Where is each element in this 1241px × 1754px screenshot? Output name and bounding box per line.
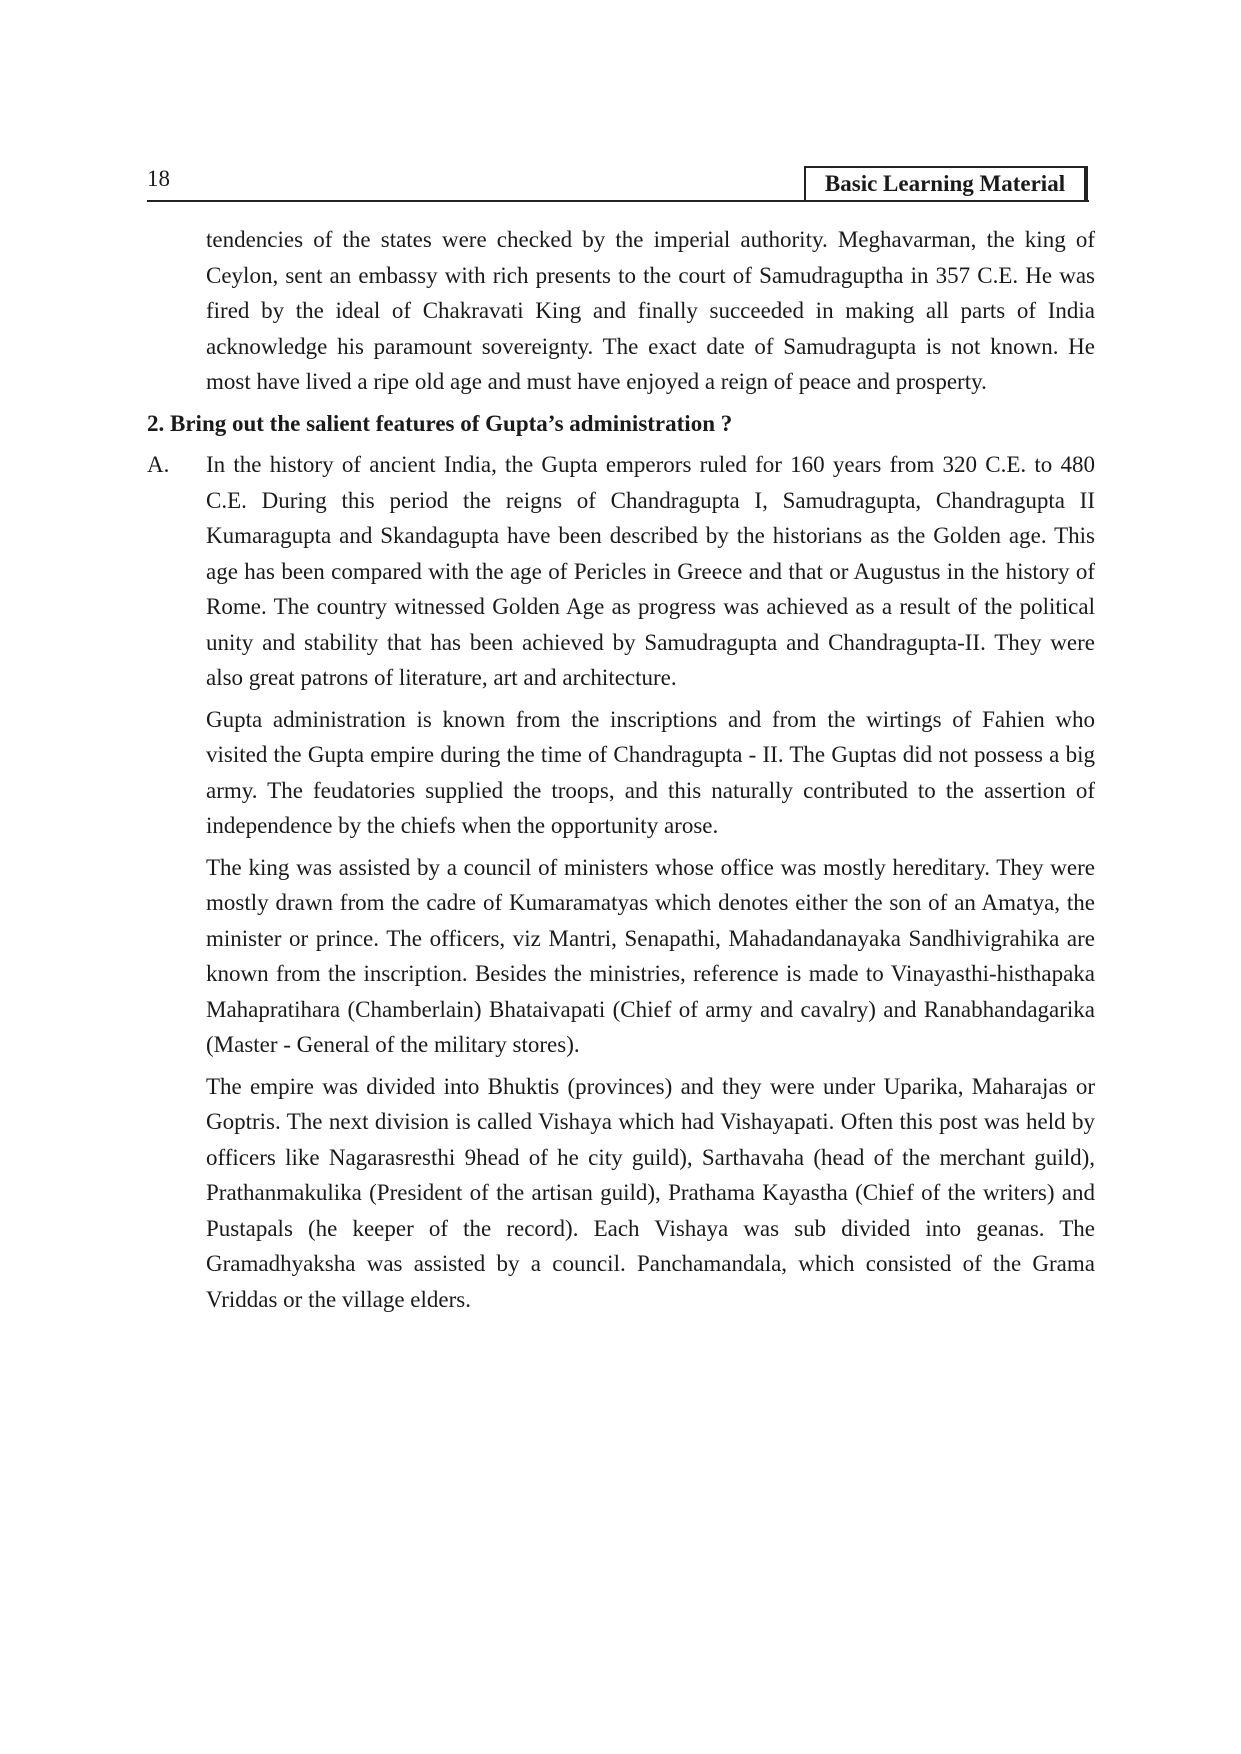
answer-paragraph: Gupta administration is known from the inscriptions and from the wirtings of Fahien who visited the Gupta empire during the time of Chandragupta - II. The Guptas did not possess a big army. The feudatories supplied the troops, and this naturally contributed to the assertion of independence by the chiefs when the opportunity arose.	[206, 706, 1095, 838]
continuation-paragraph: tendencies of the states were checked by the imperial authority. Meghavarman, the king of Ceylon, sent an embassy with rich presents to the court of Samudraguptha in 357 C.E. He was fired by the ideal of Chakravati King and finally succeeded in making all parts of India acknowledge his paramount sovereignty. The exact date of Samudragupta is not known. He most have lived a ripe old age and must have enjoyed a reign of peace and prosperty.	[206, 227, 1095, 394]
answer-paragraph: The empire was divided into Bhuktis (provinces) and they were under Uparika, Maharajas or Goptris. The next division is called Vishaya which had Vishayapati. Often this post was held by officers like Nagarasresthi 9head of he city guild), Sarthavaha (head of the merchant guild), Prathanmakulika (President of the artisan guild), Prathama Kayastha (Chief of the writers) and Pustapals (he keeper of the record). Each Vishaya was sub divided into geanas. The Gramadhyaksha was assisted by a council. Panchamandala, which consisted of the Grama Vriddas or the village elders.	[206, 1073, 1095, 1312]
page-number: 18	[147, 166, 170, 191]
answer-paragraph: The king was assisted by a council of ministers whose office was mostly hereditary. They were mostly drawn from the cadre of Kumaramatyas which denotes either the son of an Amatya, the minister or prince. The officers, viz Mantri, Senapathi, Mahadandanayaka Sandhivigrahika are known from the inscription. Besides the ministries, reference is made to Vinayasthi-histhapaka Mahapratihara (Chamberlain) Bhataivapati (Chief of army and cavalry) and Ranabhandagarika (Master - General of the military stores).	[206, 854, 1095, 1057]
running-header-title: Basic Learning Material	[804, 166, 1086, 200]
answer-first-paragraph: In the history of ancient India, the Gupta emperors ruled for 160 years from 320 C.E. to 480 C.E. During this period the reigns of Chandragupta I, Samudragupta, Chandragupta II Kumaragupta and Skandagupta have been described by the historians as the Golden age. This age has been compared with the age of Pericles in Greece and that or Augustus in the history of Rome. The country witnessed Golden Age as progress was achieved as a result of the political unity and stability that has been achieved by Samudragupta and Chandragupta-II. They were also great patrons of literature, art and architecture.	[206, 452, 1095, 690]
header-rule	[147, 200, 1089, 202]
page-body	[147, 222, 1095, 1323]
question-heading: 2. Bring out the salient features of Gupta’s administration ?	[147, 410, 733, 436]
answer-label: A.	[147, 452, 170, 477]
answer-block	[147, 447, 1095, 696]
